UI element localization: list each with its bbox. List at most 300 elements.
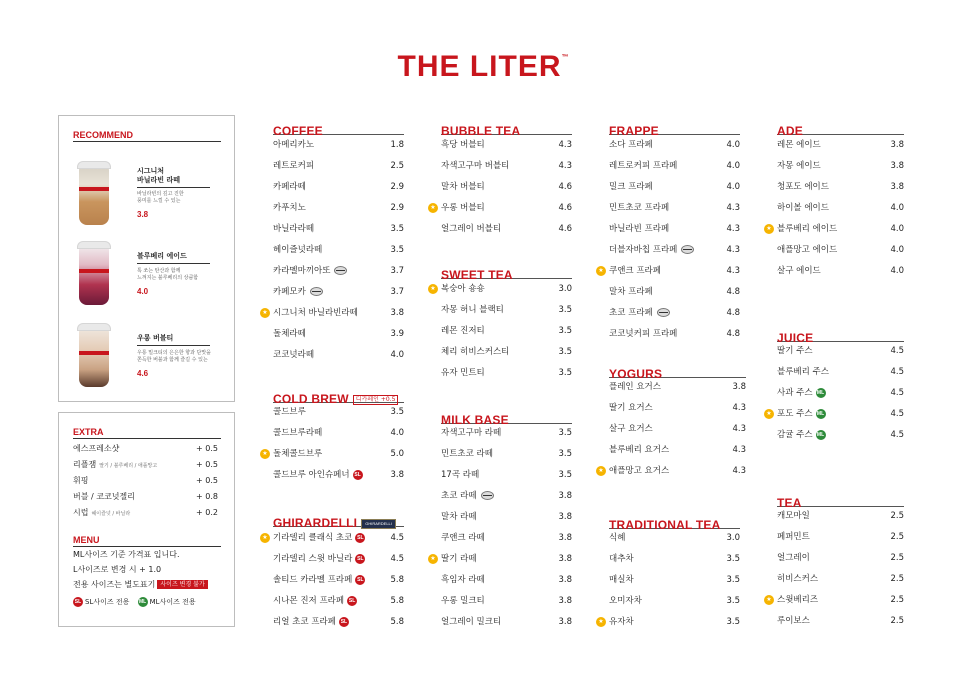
menu-item [777, 341, 904, 361]
item-name: 카푸치노 [273, 203, 306, 213]
item-name: 자색고구마 버블티 [441, 161, 510, 171]
item-price: 4.3 [726, 224, 740, 234]
extra-name: 리플잼 딸기 / 블루베리 / 애플망고 [73, 460, 158, 469]
menu-item [441, 300, 572, 320]
menu-item [441, 486, 572, 506]
extra-item [73, 441, 218, 457]
item-name: 코코넛라떼 [273, 350, 315, 360]
ghirardelli-mark-icon [481, 491, 494, 500]
sl-badge: SL [357, 576, 364, 583]
menu-item [777, 569, 904, 589]
menu-item [777, 240, 904, 260]
item-name: 사과 주스 [777, 388, 813, 398]
item-price: 4.0 [390, 428, 404, 438]
extra-price: + 0.5 [196, 444, 218, 453]
item-name: 레몬 에이드 [777, 140, 821, 150]
size-legend: SL SL사이즈 전용 ML ML사이즈 전용 [74, 598, 196, 606]
item-price: 3.8 [558, 617, 572, 627]
menu-item [273, 402, 404, 422]
item-price: 3.8 [890, 161, 904, 171]
menu-item [598, 612, 740, 632]
item-price: 4.6 [558, 224, 572, 234]
item-price: 2.9 [390, 182, 404, 192]
item-price: 4.3 [558, 140, 572, 150]
item-name: 말차 라떼 [441, 512, 477, 522]
recommend-item [59, 325, 234, 395]
extra-name: 시럽 [73, 508, 89, 517]
item-price: 4.3 [732, 424, 746, 434]
item-price: 3.9 [390, 329, 404, 339]
rec-name: 블루베리 에이드 [137, 252, 187, 260]
menu-item [441, 444, 572, 464]
new-star-icon: ★ [260, 449, 270, 459]
section-header [609, 363, 746, 381]
item-name: 소다 프라페 [609, 140, 653, 150]
item-name: 기라델리 스윗 바닐라 [273, 554, 353, 564]
item-price: 3.5 [726, 596, 740, 606]
item-name [273, 261, 347, 281]
section-header [609, 120, 740, 138]
section-header [441, 120, 572, 138]
menu-item [441, 219, 572, 239]
item-price: 3.7 [390, 287, 404, 297]
item-price: 4.5 [890, 346, 904, 356]
section-title: ADE [777, 124, 803, 138]
item-name [273, 591, 357, 611]
item-price: 4.3 [732, 466, 746, 476]
extra-name [73, 441, 119, 457]
ghirardelli-mark-icon [334, 266, 347, 275]
item-price: 3.8 [390, 308, 404, 318]
item-name: 바닐라라떼 [273, 224, 315, 234]
item-price: 2.5 [890, 574, 904, 584]
section-header [273, 120, 404, 138]
item-name: 우롱 버블티 [441, 203, 485, 213]
menu-item [273, 345, 404, 365]
new-star-icon: ★ [764, 409, 774, 419]
menu-item [441, 528, 572, 548]
divider [137, 263, 210, 264]
extra-item [73, 457, 218, 473]
ml-badge: ML [816, 431, 825, 438]
item-name: 헤이즐넛라떼 [273, 245, 323, 255]
extra-name: 휘핑 [73, 476, 89, 485]
item-name: 블루베리 에이드 [777, 224, 838, 234]
sl-badge: SL [74, 599, 82, 605]
new-star-icon: ★ [596, 266, 606, 276]
menu-item [441, 177, 572, 197]
extra-name: 시럽 헤이즐넛 / 바닐라 [73, 508, 131, 517]
item-name: 초코 라떼 [441, 491, 477, 501]
item-price: 3.0 [726, 533, 740, 543]
item-name: 콜드브루라떼 [273, 428, 323, 438]
item-name [777, 425, 826, 445]
item-name: 레트로커피 [273, 161, 315, 171]
ml-badge: ML [816, 410, 825, 417]
item-name: 쿠앤크 라떼 [441, 533, 485, 543]
item-name [766, 219, 838, 239]
section-header [441, 264, 572, 282]
item-name: 쿠앤크 프라페 [609, 266, 661, 276]
menu-item [273, 198, 404, 218]
item-name: 체리 히비스커스티 [441, 347, 510, 357]
item-name: 유자차 [609, 617, 634, 627]
item-name [273, 570, 365, 590]
item-name [598, 261, 661, 281]
item-price: 3.8 [558, 596, 572, 606]
rec-name: 시그니처 바닐라빈 라떼 [137, 167, 181, 184]
item-price: 4.5 [890, 430, 904, 440]
item-name: 애플망고 요거스 [609, 466, 670, 476]
menu-item [273, 261, 404, 281]
drink-image-oolong-bubble-tea [79, 329, 109, 387]
item-price: 3.8 [890, 140, 904, 150]
section-header [777, 327, 904, 345]
section-title: YOGURS [609, 367, 663, 381]
item-price: 4.3 [732, 445, 746, 455]
item-price: 4.3 [726, 266, 740, 276]
item-price: 4.0 [890, 224, 904, 234]
item-name: 콜드브루 [273, 407, 306, 417]
item-name: 딸기 주스 [777, 346, 813, 356]
extra-price: + 0.8 [196, 492, 218, 501]
rec-desc: 우롱 밀크티의 은은한 향과 단맛을 쫀득한 버블과 함께 즐길 수 있는 [137, 350, 211, 363]
menu-item [273, 156, 404, 176]
item-name: 루이보스 [777, 616, 810, 626]
item-name: 초코 프라페 [609, 308, 653, 318]
section-coffee [262, 120, 404, 365]
menu-item [441, 321, 572, 341]
section-title: SWEET TEA [441, 268, 513, 282]
menu-item [430, 549, 572, 569]
item-name [262, 444, 323, 464]
rec-desc: 바닐라빈의 깊고 진한 풍미를 느낄 수 있는 [137, 191, 184, 204]
menu-item [609, 303, 740, 323]
item-name: 하이볼 에이드 [777, 203, 829, 213]
item-name: 리얼 초코 프라페 [273, 617, 336, 627]
drink-image-blueberry-ade [79, 247, 109, 305]
item-name: 식혜 [609, 533, 626, 543]
item-name [766, 404, 826, 424]
section-ade [766, 120, 904, 280]
menu-item [441, 156, 572, 176]
section-yogurs [598, 363, 746, 483]
item-name: 페퍼민트 [777, 532, 810, 542]
menu-item [777, 548, 904, 568]
item-name [609, 240, 694, 260]
item-price: 3.8 [558, 533, 572, 543]
item-name: 스윗베리즈 [777, 595, 819, 605]
item-name: 대추차 [609, 554, 634, 564]
extra-price: + 0.5 [196, 460, 218, 469]
item-name: 카라멜마끼아또 [273, 266, 331, 276]
item-name [273, 282, 323, 302]
item-name: 돌체라떼 [273, 329, 306, 339]
menu-item [609, 240, 740, 260]
section-traditional-tea [598, 514, 740, 634]
brand-name: THE LITER [397, 50, 562, 83]
menu-item [273, 135, 404, 155]
item-price: 3.5 [726, 575, 740, 585]
menu-item [777, 425, 904, 445]
item-price: 4.0 [890, 203, 904, 213]
new-star-icon: ★ [428, 284, 438, 294]
menu-item [273, 177, 404, 197]
menu-item [609, 282, 740, 302]
item-name: 기라델리 클래식 초코 [273, 533, 353, 543]
item-price: 3.0 [558, 284, 572, 294]
item-name: 블루베리 요거스 [609, 445, 670, 455]
item-price: 3.5 [558, 347, 572, 357]
size-fixed-tag: 사이즈 변경 불가 [157, 580, 207, 589]
item-price: 3.8 [558, 491, 572, 501]
section-milk-base [430, 409, 572, 634]
item-price: 3.5 [726, 554, 740, 564]
item-name: 우롱 밀크티 [441, 596, 485, 606]
item-price: 3.8 [732, 382, 746, 392]
menu-item [777, 156, 904, 176]
item-name: 자몽 허니 블랙티 [441, 305, 504, 315]
section-juice [766, 327, 904, 447]
menu-item [273, 282, 404, 302]
menu-item [273, 465, 404, 485]
item-name: 코코넛커피 프라페 [609, 329, 678, 339]
section-title: TEA [777, 496, 802, 510]
item-price: 2.5 [390, 161, 404, 171]
item-price: 3.8 [390, 470, 404, 480]
extra-item [73, 505, 218, 521]
menu-item [273, 423, 404, 443]
menu-item [609, 156, 740, 176]
extra-panel [58, 412, 235, 627]
item-name: 바닐라빈 프라페 [609, 224, 670, 234]
new-star-icon: ★ [428, 554, 438, 564]
menu-item [766, 590, 904, 610]
rec-desc: 톡 쏘는 탄산과 함께 느껴지는 블루베리의 상큼함 [137, 268, 199, 281]
item-price: 4.6 [558, 182, 572, 192]
item-name [777, 383, 826, 403]
item-price: 3.5 [726, 617, 740, 627]
item-name: 포도 주스 [777, 409, 813, 419]
item-price: 2.5 [890, 595, 904, 605]
item-price: 3.5 [558, 449, 572, 459]
item-price: 4.0 [726, 161, 740, 171]
divider [73, 141, 221, 142]
item-name: 얼그레이 버블티 [441, 224, 502, 234]
section-tea [766, 492, 904, 632]
drink-image-vanilla-latte [79, 167, 109, 225]
menu-item [598, 461, 746, 481]
menu-item [609, 135, 740, 155]
new-star-icon: ★ [260, 533, 270, 543]
section-title: MILK BASE [441, 413, 509, 427]
item-price: 4.6 [558, 203, 572, 213]
item-price: 3.5 [558, 368, 572, 378]
divider [137, 345, 210, 346]
item-price: 4.0 [390, 350, 404, 360]
section-title: JUICE [777, 331, 814, 345]
menu-item [609, 570, 740, 590]
item-name [609, 303, 670, 323]
section-title: COLD BREW [273, 392, 349, 406]
item-name: 콜드브루 아인슈페너 [273, 470, 350, 480]
item-price: 2.5 [890, 511, 904, 521]
section-title: TRADITIONAL TEA [609, 518, 721, 532]
item-price: 3.5 [390, 407, 404, 417]
item-price: 4.3 [732, 403, 746, 413]
item-price: 3.5 [390, 224, 404, 234]
menu-item [777, 198, 904, 218]
item-name: 딸기 요거스 [609, 403, 653, 413]
item-price: 2.5 [890, 532, 904, 542]
item-name: 카페라떼 [273, 182, 306, 192]
menu-item [273, 570, 404, 590]
section-sweet-tea [430, 264, 572, 384]
extra-price: + 0.2 [196, 508, 218, 517]
item-price: 4.0 [726, 140, 740, 150]
menu-item [273, 612, 404, 632]
item-name: 얼그레이 밀크티 [441, 617, 502, 627]
menu-item [609, 419, 746, 439]
item-price: 4.0 [726, 182, 740, 192]
item-name: 매실차 [609, 575, 634, 585]
sl-badge: SL [357, 534, 364, 541]
item-name [262, 528, 365, 548]
extra-name [73, 473, 88, 489]
menu-item [273, 324, 404, 344]
menu-item [273, 219, 404, 239]
divider [73, 546, 221, 547]
item-price: 3.5 [390, 245, 404, 255]
rec-name: 우롱 버블티 [137, 334, 174, 342]
item-price: 4.8 [726, 308, 740, 318]
menu-item [766, 219, 904, 239]
ghirardelli-logo: GHIRARDELLI [361, 519, 396, 529]
brand-logo [0, 50, 966, 84]
item-name [430, 279, 485, 299]
menu-item [609, 324, 740, 344]
extra-item [73, 489, 218, 505]
section-header [273, 512, 404, 530]
menu-item [777, 177, 904, 197]
item-price: 4.5 [390, 554, 404, 564]
item-price: 4.0 [890, 266, 904, 276]
item-price: 3.7 [390, 266, 404, 276]
menu-item [609, 219, 740, 239]
item-name: 카페모카 [273, 287, 306, 297]
section-header [777, 120, 904, 138]
recommend-panel [58, 115, 235, 402]
item-name: 플레인 요거스 [609, 382, 661, 392]
item-price: 3.8 [890, 182, 904, 192]
ml-badge: ML [139, 599, 147, 605]
item-price: 3.8 [558, 512, 572, 522]
section-title: FRAPPE [609, 124, 659, 138]
size-upgrade-note: L사이즈로 변경 시 + 1.0 [73, 565, 162, 574]
recommend-title: RECOMMEND [73, 130, 133, 140]
new-star-icon: ★ [428, 203, 438, 213]
ghirardelli-mark-icon [681, 245, 694, 254]
recommend-item [59, 243, 234, 313]
menu-item [609, 177, 740, 197]
decaf-tag: 디카페인 +0.5 [353, 395, 399, 405]
menu-item [777, 611, 904, 631]
sl-badge: SL [340, 618, 348, 625]
ghirardelli-mark-icon [310, 287, 323, 296]
item-price: 4.0 [890, 245, 904, 255]
extra-name [73, 489, 135, 505]
menu-item [441, 342, 572, 362]
ml-badge: ML [816, 389, 825, 396]
extra-name: 에스프레소샷 [73, 444, 120, 453]
menu-item [441, 465, 572, 485]
menu-item [777, 383, 904, 403]
item-name [273, 465, 363, 485]
extra-title: EXTRA [73, 427, 104, 437]
rec-price: 3.8 [137, 210, 149, 219]
divider [137, 187, 210, 188]
item-price: 4.5 [890, 388, 904, 398]
item-price: 2.9 [390, 203, 404, 213]
item-name: 솔티드 카라멜 프라페 [273, 575, 353, 585]
item-price: 4.3 [726, 245, 740, 255]
item-name: 아메리카노 [273, 140, 315, 150]
item-name [273, 549, 365, 569]
item-name: 17곡 라떼 [441, 470, 480, 480]
menu-item [441, 612, 572, 632]
item-name [273, 612, 349, 632]
menu-item [273, 549, 404, 569]
item-name: 말차 버블티 [441, 182, 485, 192]
rec-price: 4.0 [137, 287, 149, 296]
menu-item [609, 198, 740, 218]
item-name: 흑당 버블티 [441, 140, 485, 150]
menu-item [262, 303, 404, 323]
item-name: 얼그레이 [777, 553, 810, 563]
menu-item [441, 363, 572, 383]
item-name: 딸기 라떼 [441, 554, 477, 564]
menu-item [609, 398, 746, 418]
menu-note-title: MENU [73, 535, 100, 545]
item-price: 5.8 [390, 575, 404, 585]
item-name: 살구 에이드 [777, 266, 821, 276]
item-name [598, 612, 634, 632]
size-note: ML사이즈 기준 가격표 입니다. [73, 550, 180, 559]
menu-item [609, 591, 740, 611]
menu-item [441, 570, 572, 590]
menu-item [609, 549, 740, 569]
item-name [430, 198, 485, 218]
menu-item [441, 507, 572, 527]
menu-item [430, 279, 572, 299]
item-name: 민트초코 프라페 [609, 203, 670, 213]
section-header [441, 409, 572, 427]
menu-item [262, 528, 404, 548]
item-name: 캐모마일 [777, 511, 810, 521]
section-title: BUBBLE TEA [441, 124, 521, 138]
sl-badge: SL [348, 597, 356, 604]
menu-item [273, 240, 404, 260]
section-title: GHIRARDELLI [273, 516, 358, 530]
section-header [273, 388, 404, 406]
section-cold-brew [262, 388, 404, 488]
item-name: 밀크 프라페 [609, 182, 653, 192]
extra-name: 리플잼 [73, 460, 97, 469]
new-star-icon: ★ [764, 595, 774, 605]
menu-item [609, 528, 740, 548]
menu-item [441, 591, 572, 611]
divider [73, 438, 221, 439]
